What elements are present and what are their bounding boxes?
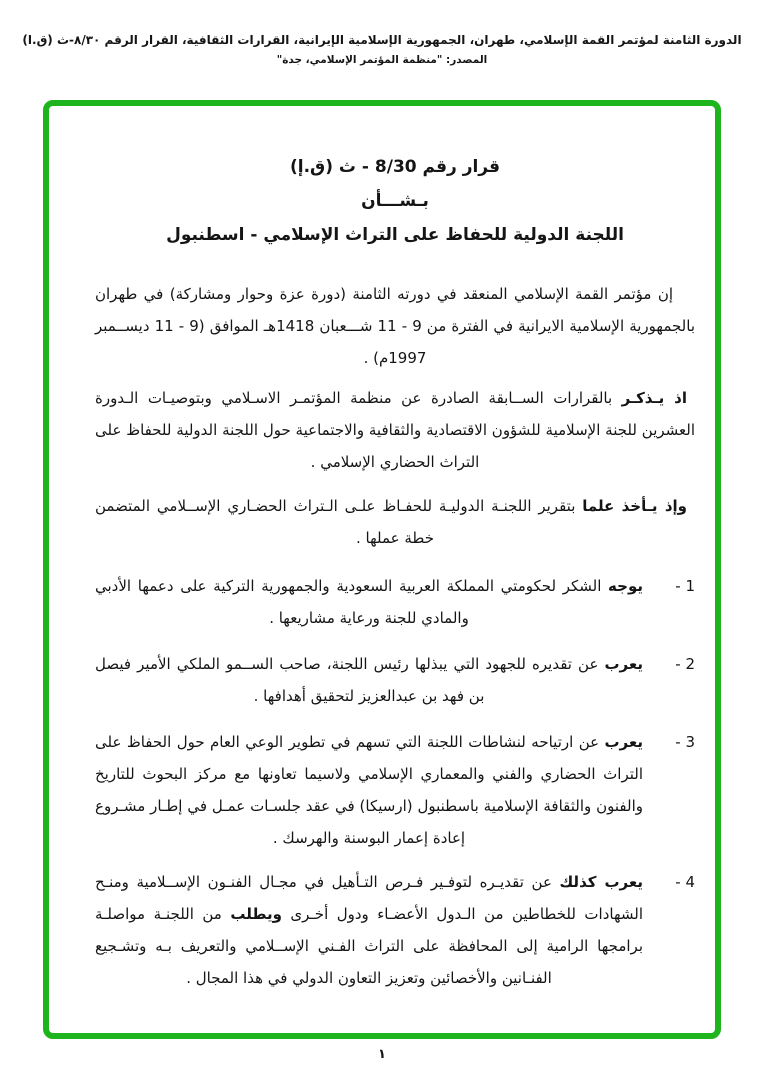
item-3-text: عن ارتياحه لنشاطات اللجنة التي تسهم في تطوير الوعي العام حول الحفاظ على التراث الحضاري والفني والمعماري الإسلامي ولاسيما تعاونها مع مركز البحوث للتاريخ والفنون والثقافة الإسلامية باسطنبول (ارسيكا) في عقد جلسـات عمـل في إطـار مشـروع إعادة إعمار البوسنة والهرسك . — [95, 733, 643, 847]
resolution-item-4 — [95, 866, 695, 994]
preamble-2-lead: اذ يـذكـر — [621, 389, 687, 407]
resolution-item-1 — [95, 570, 695, 634]
item-1-lead: يوجه — [608, 577, 643, 595]
resolution-item-3 — [95, 726, 695, 854]
item-3-lead: يعرب — [604, 733, 643, 751]
item-3-number: 3 - — [675, 733, 695, 751]
resolution-number-title: قرار رقم 8/30 - ث (ق.إ) — [289, 157, 501, 177]
title-subject: اللجنة الدولية للحفاظ على التراث الإسلامي - اسطنبول — [166, 225, 624, 245]
item-4-text-part2: من اللجنـة مواصلـة برامجها الرامية إلى المحافظة على التراث الفـني الإســلامي والتعريف بـه وتشـجيع الفنـانين والأخصائين وتعزيز التعاون الدولي في هذا المجال . — [95, 905, 643, 987]
item-1-number: 1 - — [675, 577, 695, 595]
header-source-line: المصدر: "منظمة المؤتمر الإسلامي، جدة" — [276, 54, 488, 66]
item-4-lead: يعرب كذلك — [559, 873, 643, 891]
preamble-paragraph-1 — [95, 278, 695, 374]
item-4-number: 4 - — [675, 873, 695, 891]
item-2-number: 2 - — [675, 655, 695, 673]
title-concerning: بـشـــأن — [361, 191, 429, 211]
item-1-text: الشكر لحكومتي المملكة العربية السعودية والجمهورية التركية على دعمها الأدبي والمادي للجنة ورعاية مشاريعها . — [95, 577, 609, 627]
resolution-title-block — [95, 150, 695, 252]
preamble-3-text: بتقرير اللجنـة الدوليـة للحفـاظ علـى الـتراث الحضـاري الإســلامي المتضمن خطة عملها . — [95, 497, 583, 547]
preamble-1-text: إن مؤتمر القمة الإسلامي المنعقد في دورته الثامنة (دورة عزة وحوار ومشاركة) في طهران بالجمهورية الإسلامية الايرانية في الفترة من 9 - 11 شـــعبان 1418هـ الموافق (9 - 11 ديســمبر 1997م) . — [95, 285, 695, 367]
item-2-lead: يعرب — [604, 655, 643, 673]
item-2-text: عن تقديره للجهود التي يبذلها رئيس اللجنة، صاحب الســمو الملكي الأمير فيصل بن فهد بن عبدالعزيز لتحقيق أهدافها . — [95, 655, 605, 705]
document-header — [10, 33, 754, 66]
preamble-2-text: بالقرارات الســابقة الصادرة عن منظمة المؤتمـر الاسـلامي وبتوصيـات الـدورة العشرين للجنة الإسلامية للشؤون الاقتصادية والثقافية والاجتماعية حول اللجنة الدولية للحفاظ على التراث الحضاري الإسلامي . — [95, 389, 695, 471]
page-number: ١ — [378, 1047, 386, 1062]
item-4-text-part1: عن تقديـره لتوفـير فـرص التـأهيل في مجـال الفنـون الإســلامية ومنـح الشهادات للخطاطين من الـدول الأعضـاء ودول أخـرى — [95, 873, 643, 923]
preamble-3-lead: وإذ يـأخذ علما — [582, 497, 687, 515]
green-border-frame — [43, 100, 721, 1039]
header-citation-line: الدورة الثامنة لمؤتمر القمة الإسلامي، طهران، الجمهورية الإسلامية الإيرانية، القرارات الثقافية، القرار الرقم ٨/٣٠-ث (ق.ا) — [22, 33, 742, 47]
preamble-paragraph-2 — [95, 382, 695, 478]
item-4-lead2: ويطلب — [230, 905, 282, 923]
document-content — [95, 150, 695, 994]
preamble-paragraph-3 — [95, 490, 695, 554]
resolution-item-2 — [95, 648, 695, 712]
